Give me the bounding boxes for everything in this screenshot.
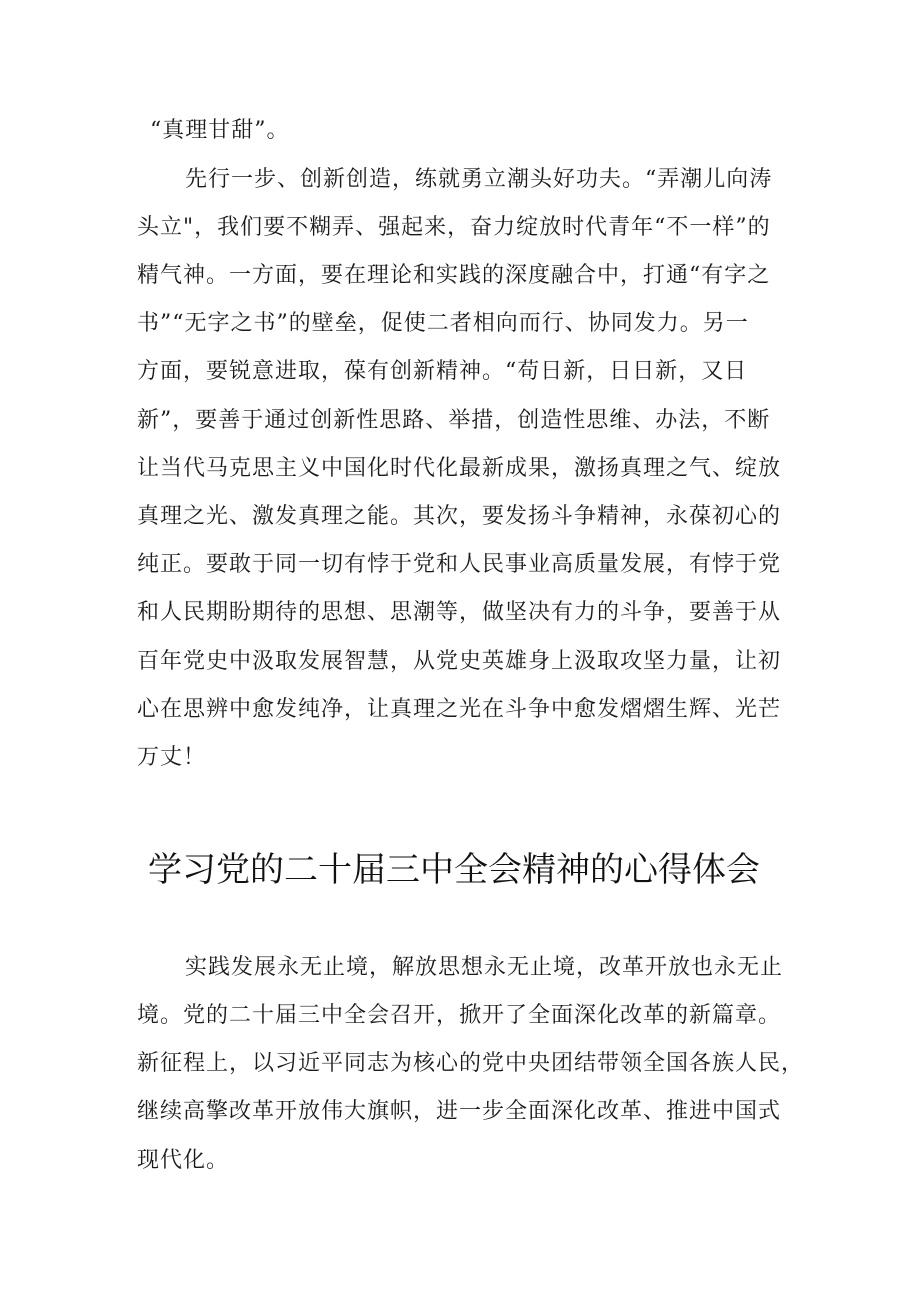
paragraph-line: 方面，要锐意进取，葆有创新精神。“苟日新，日日新，又日 xyxy=(137,359,748,384)
paragraph-line: “真理甘甜”。 xyxy=(150,118,290,143)
paragraph-line: 现代化。 xyxy=(137,1148,230,1173)
paragraph-line: 书”“无字之书”的壁垒，促使二者相向而行、协同发力。另一 xyxy=(137,311,749,336)
section-heading: 学习党的二十届三中全会精神的心得体会 xyxy=(148,850,760,890)
paragraph-line: 头立"，我们要不糊弄、强起来，奋力绽放时代青年“不一样”的 xyxy=(137,215,771,240)
paragraph-line: 百年党史中汲取发展智慧，从党史英雄身上汲取攻坚力量，让初 xyxy=(137,649,782,674)
paragraph-line: 继续高擎改革开放伟大旗帜，进一步全面深化改革、推进中国式 xyxy=(137,1099,782,1124)
paragraph-line: 万丈！ xyxy=(137,745,207,770)
paragraph-line: 新”，要善于通过创新性思路、举措，创造性思维、办法，不断 xyxy=(137,408,771,433)
paragraph-line: 和人民期盼期待的思想、思潮等，做坚决有力的斗争，要善于从 xyxy=(137,600,782,625)
paragraph-line: 纯正。要敢于同一切有悖于党和人民事业高质量发展，有悖于党 xyxy=(137,552,782,577)
paragraph-line: 境。党的二十届三中全会召开，掀开了全面深化改革的新篇章。 xyxy=(137,1003,782,1028)
paragraph-line: 精气神。一方面，要在理论和实践的深度融合中，打通“有字之 xyxy=(137,263,771,288)
paragraph-line: 实践发展永无止境，解放思想永无止境，改革开放也永无止 xyxy=(185,955,784,980)
paragraph-line: 先行一步、创新创造，练就勇立潮头好功夫。“弄潮儿向涛 xyxy=(185,167,773,192)
paragraph-line: 心在思辨中愈发纯净，让真理之光在斗争中愈发熠熠生辉、光芒 xyxy=(137,697,782,722)
paragraph-line: 新征程上，以习近平同志为核心的党中央团结带领全国各族人民， xyxy=(137,1051,805,1076)
paragraph-line: 真理之光、激发真理之能。其次，要发扬斗争精神，永葆初心的 xyxy=(137,504,782,529)
paragraph-line: 让当代马克思主义中国化时代化最新成果，激扬真理之气、绽放 xyxy=(137,456,782,481)
